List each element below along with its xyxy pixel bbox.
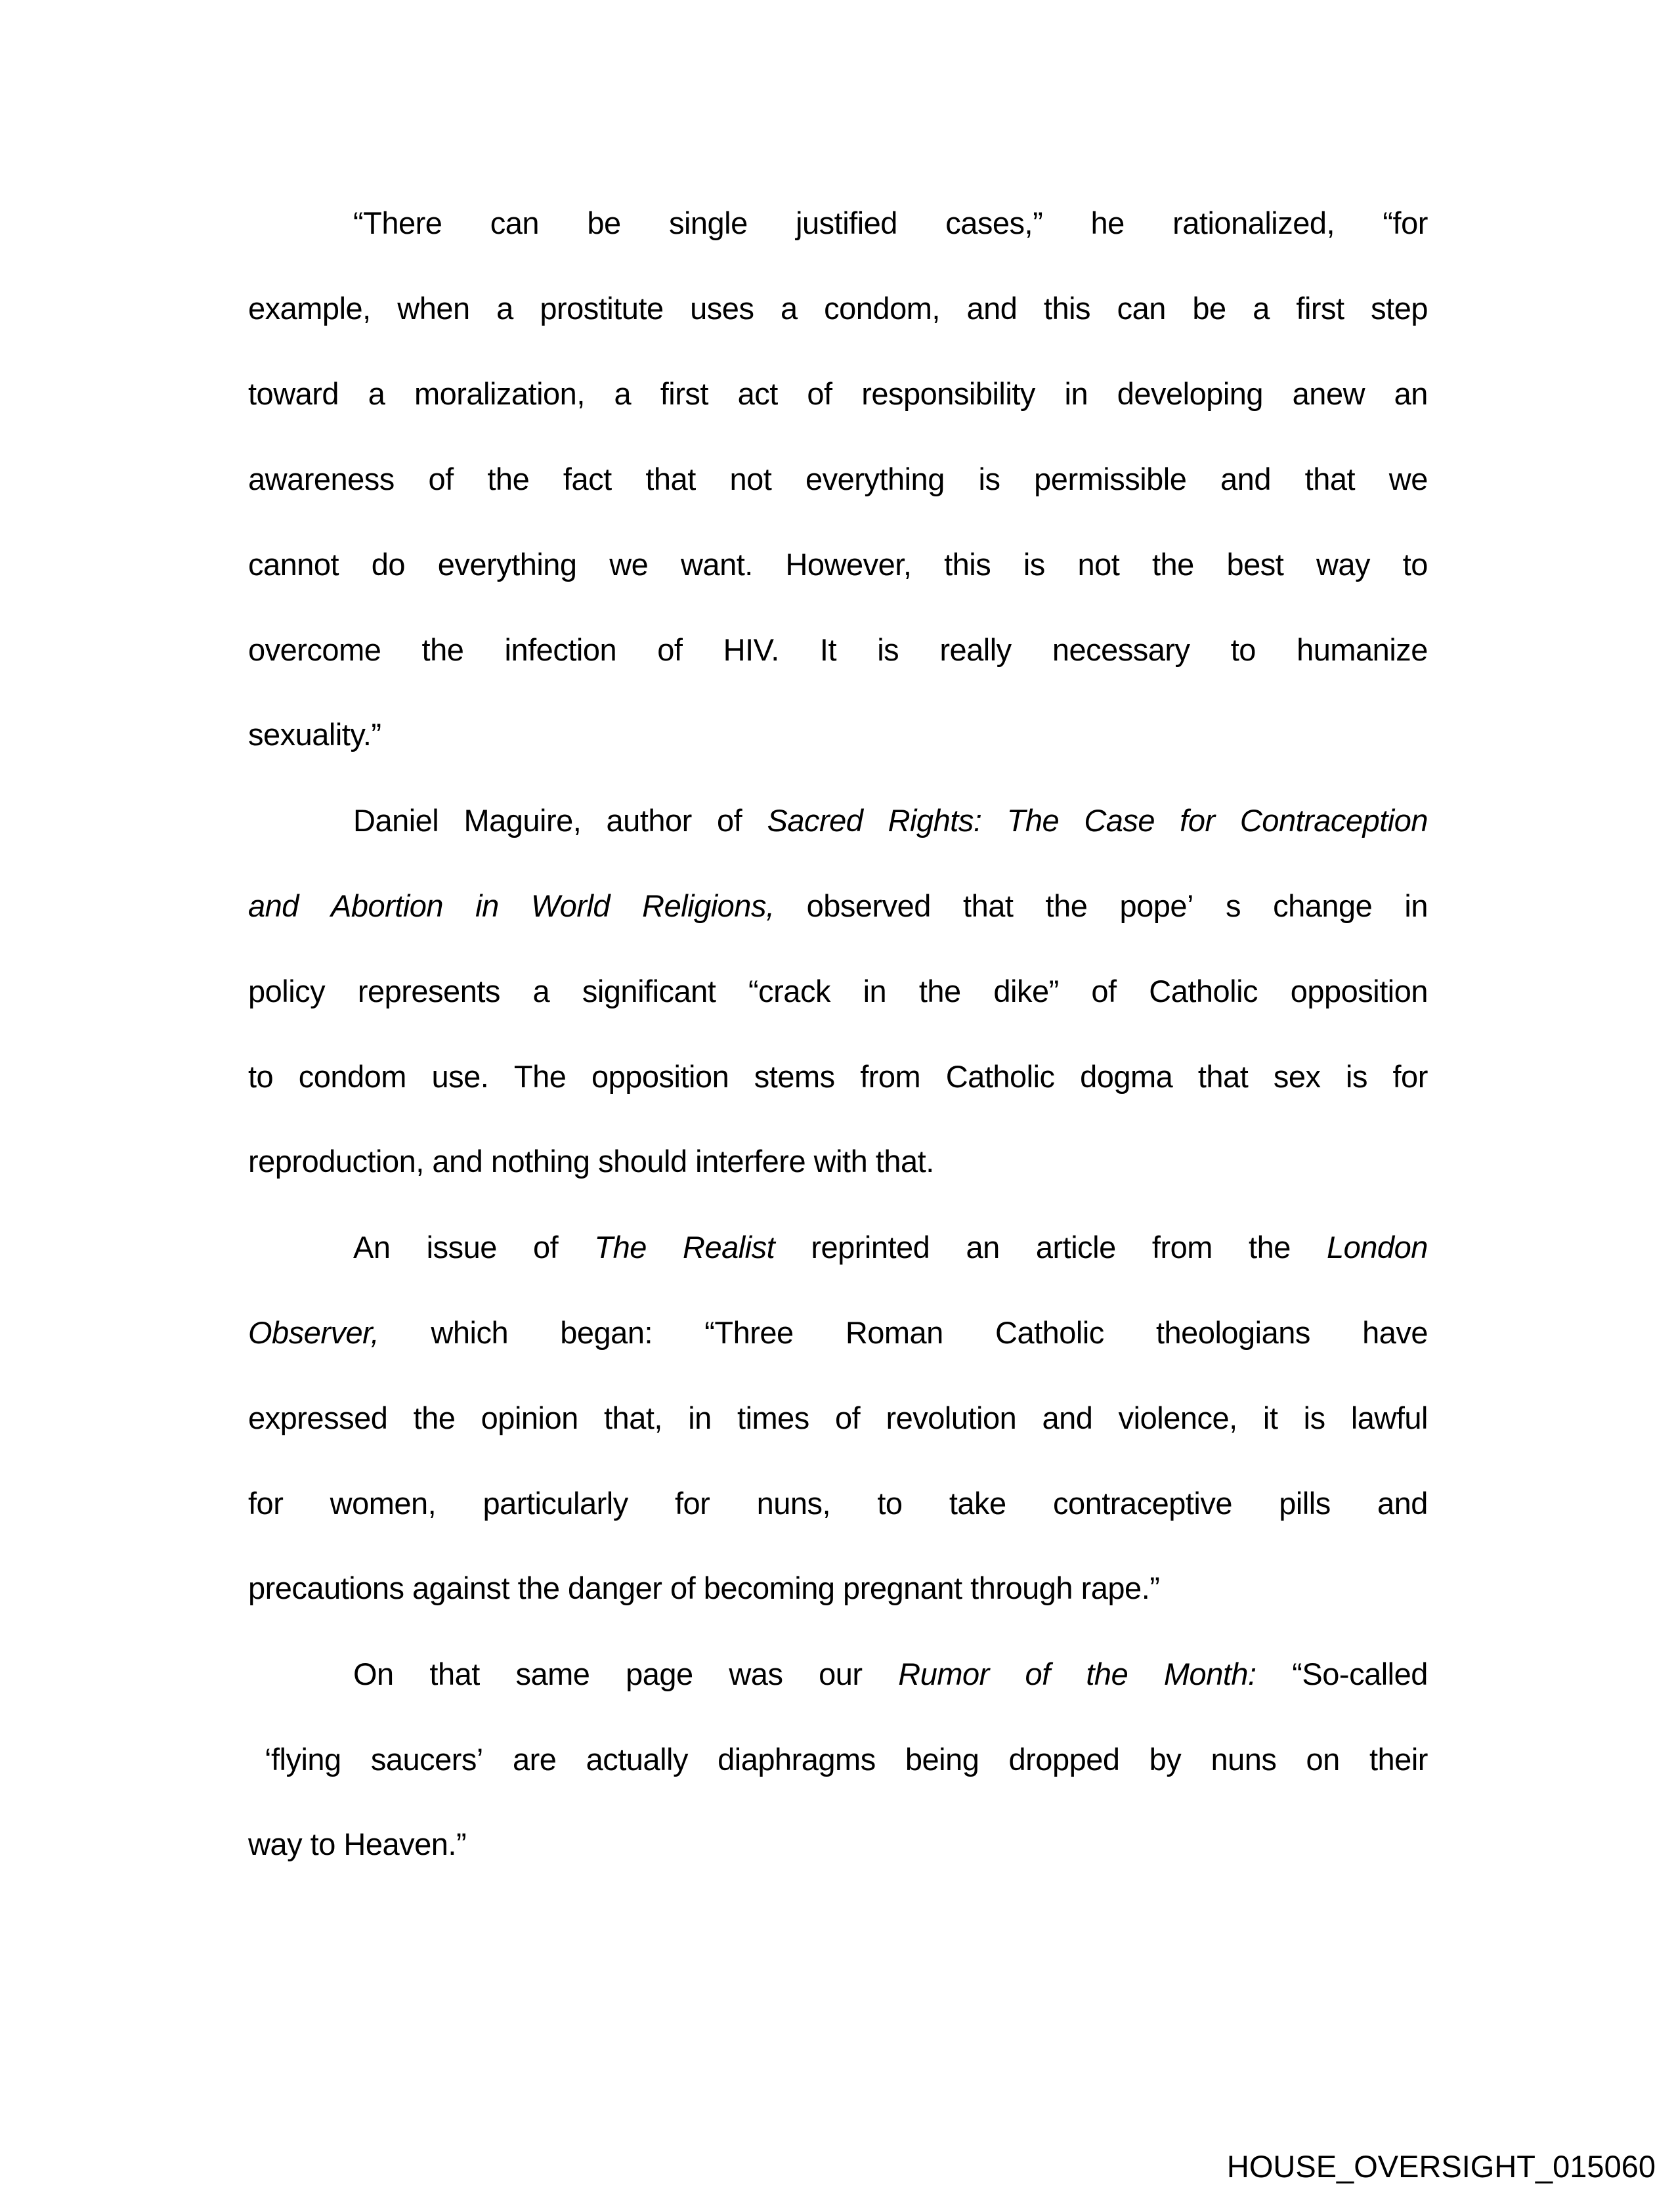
italic-word: London	[1327, 1229, 1428, 1265]
word: policy	[248, 973, 326, 1008]
word: awareness	[248, 461, 395, 496]
word: the	[413, 1400, 456, 1435]
word: really	[939, 632, 1012, 667]
word: their	[1369, 1741, 1428, 1777]
word: condom	[298, 1058, 406, 1094]
word: significant	[582, 973, 716, 1008]
word: everything	[437, 546, 577, 582]
word: and	[1042, 1400, 1093, 1435]
text-line	[248, 1033, 1428, 1119]
word: it	[1262, 1400, 1278, 1435]
word: condom,	[824, 290, 940, 326]
word: humanize	[1297, 632, 1428, 667]
text-line	[248, 1631, 1428, 1716]
word: the	[918, 973, 961, 1008]
word: the	[1151, 546, 1194, 582]
word: by	[1149, 1741, 1182, 1777]
italic-word: Abortion	[331, 888, 444, 923]
bates-number: HOUSE_OVERSIGHT_015060	[1226, 2149, 1656, 2184]
word: is	[1023, 546, 1045, 582]
word: the	[421, 632, 464, 667]
word: is	[877, 632, 899, 667]
word: is	[1346, 1058, 1367, 1094]
italic-word: for	[1180, 802, 1215, 838]
word: of	[533, 1229, 559, 1265]
word: An	[353, 1229, 391, 1265]
word: to	[248, 1058, 274, 1094]
text-line	[248, 777, 1428, 863]
word: permissible	[1034, 461, 1187, 496]
word: rationalized,	[1172, 205, 1335, 240]
italic-word: Month:	[1163, 1656, 1256, 1691]
word: do	[371, 546, 406, 582]
text-run: sexuality.”	[248, 717, 381, 752]
word: ‘flying	[265, 1741, 341, 1777]
word: theologians	[1155, 1314, 1310, 1350]
word: saucers’	[370, 1741, 483, 1777]
word: Daniel	[353, 802, 439, 838]
word: times	[737, 1400, 809, 1435]
word: reprinted	[811, 1229, 930, 1265]
word: in	[1404, 888, 1428, 923]
word: in	[688, 1400, 712, 1435]
word: want.	[680, 546, 753, 582]
text-line	[248, 1375, 1428, 1460]
word: that,	[604, 1400, 662, 1435]
word: same	[515, 1656, 590, 1691]
word: However,	[785, 546, 912, 582]
word: be	[1192, 290, 1226, 326]
text-line	[248, 351, 1428, 436]
text-line	[248, 180, 1428, 265]
word: from	[860, 1058, 921, 1094]
word: and	[966, 290, 1018, 326]
word: example,	[248, 290, 371, 326]
word: opinion	[481, 1400, 578, 1435]
word: women,	[330, 1485, 437, 1521]
word: a	[780, 290, 798, 326]
word: an	[966, 1229, 1000, 1265]
word: responsibility	[861, 376, 1035, 411]
italic-word: The	[594, 1229, 647, 1265]
word: when	[397, 290, 470, 326]
text-line	[248, 692, 1428, 777]
word: for	[1392, 1058, 1428, 1094]
word: nuns,	[756, 1485, 831, 1521]
word: “So-called	[1292, 1656, 1428, 1691]
word: of	[428, 461, 454, 496]
word: change	[1273, 888, 1373, 923]
word: Maguire,	[463, 802, 582, 838]
word: Catholic	[995, 1314, 1104, 1350]
word: of	[1091, 973, 1117, 1008]
word: The	[513, 1058, 567, 1094]
word: On	[353, 1656, 394, 1691]
italic-word: World	[530, 888, 611, 923]
italic-word: Case	[1084, 802, 1155, 838]
word: from	[1151, 1229, 1213, 1265]
text-line	[248, 521, 1428, 607]
word: that	[1304, 461, 1356, 496]
word: is	[1303, 1400, 1325, 1435]
word: best	[1226, 546, 1284, 582]
italic-word: Rights:	[888, 802, 982, 838]
italic-word: in	[475, 888, 499, 923]
word: anew	[1292, 376, 1365, 411]
word: overcome	[248, 632, 381, 667]
word: Catholic	[1149, 973, 1258, 1008]
word: on	[1306, 1741, 1340, 1777]
word: s	[1226, 888, 1241, 923]
text-line	[248, 1460, 1428, 1546]
word: toward	[248, 376, 339, 411]
word: HIV.	[723, 632, 779, 667]
word: violence,	[1118, 1400, 1237, 1435]
italic-word: Contraception	[1239, 802, 1428, 838]
word: moralization,	[414, 376, 585, 411]
word: pills	[1279, 1485, 1331, 1521]
word: Catholic	[945, 1058, 1055, 1094]
word: dogma	[1080, 1058, 1173, 1094]
text-line	[248, 1802, 1428, 1887]
word: being	[905, 1741, 979, 1777]
word: actually	[586, 1741, 688, 1777]
word: of	[835, 1400, 861, 1435]
text-block	[248, 180, 1428, 1887]
word: article	[1035, 1229, 1116, 1265]
word: of	[657, 632, 683, 667]
word: and	[1220, 461, 1271, 496]
italic-word: The	[1006, 802, 1060, 838]
word: infection	[504, 632, 617, 667]
word: sex	[1273, 1058, 1321, 1094]
word: this	[944, 546, 991, 582]
word: to	[877, 1485, 903, 1521]
word: page	[626, 1656, 693, 1691]
word: we	[1388, 461, 1428, 496]
word: author	[606, 802, 692, 838]
word: It	[819, 632, 837, 667]
word: of	[717, 802, 742, 838]
italic-word: Sacred	[767, 802, 863, 838]
word: “crack	[748, 973, 830, 1008]
word: to	[1402, 546, 1428, 582]
word: to	[1230, 632, 1256, 667]
word: “Three	[704, 1314, 794, 1350]
word: observed	[806, 888, 931, 923]
word: a	[614, 376, 632, 411]
word: in	[1064, 376, 1088, 411]
text-line	[248, 1290, 1428, 1375]
word: developing	[1117, 376, 1264, 411]
word: revolution	[886, 1400, 1017, 1435]
italic-word: and	[248, 888, 299, 923]
word: was	[729, 1656, 783, 1691]
word: cases,”	[945, 205, 1043, 240]
word: our	[819, 1656, 863, 1691]
text-line	[248, 607, 1428, 692]
word: are	[513, 1741, 557, 1777]
word: way	[1316, 546, 1371, 582]
word: which	[431, 1314, 509, 1350]
word: fact	[563, 461, 612, 496]
word: first	[660, 376, 708, 411]
word: can	[490, 205, 540, 240]
word: that	[429, 1656, 480, 1691]
word: particularly	[483, 1485, 628, 1521]
text-line	[248, 1546, 1428, 1631]
word: that	[1197, 1058, 1249, 1094]
word: nuns	[1211, 1741, 1277, 1777]
word: can	[1117, 290, 1166, 326]
word: single	[668, 205, 748, 240]
word: use.	[431, 1058, 489, 1094]
word: dike”	[993, 973, 1059, 1008]
text-run: reproduction, and nothing should interfere with that.	[248, 1144, 934, 1179]
text-run: way to Heaven.”	[248, 1827, 467, 1861]
word: the	[1249, 1229, 1291, 1265]
text-line	[248, 1204, 1428, 1290]
word: lawful	[1350, 1400, 1428, 1435]
word: everything	[805, 461, 945, 496]
word: “for	[1383, 205, 1428, 240]
word: necessary	[1052, 632, 1190, 667]
word: pope’	[1119, 888, 1193, 923]
word: for	[248, 1485, 284, 1521]
word: and	[1377, 1485, 1428, 1521]
word: in	[863, 973, 887, 1008]
word: is	[978, 461, 1000, 496]
word: opposition	[1290, 973, 1428, 1008]
word: issue	[426, 1229, 497, 1265]
word: he	[1090, 205, 1125, 240]
italic-word: Realist	[683, 1229, 775, 1265]
text-run: precautions against the danger of becoming pregnant through rape.”	[248, 1571, 1160, 1605]
text-line	[248, 1716, 1428, 1802]
word: act	[737, 376, 778, 411]
text-line	[248, 436, 1428, 521]
word: the	[487, 461, 530, 496]
word: a	[368, 376, 385, 411]
word: Roman	[845, 1314, 943, 1350]
word: contraceptive	[1052, 1485, 1232, 1521]
word: cannot	[248, 546, 339, 582]
word: have	[1362, 1314, 1428, 1350]
word: that	[645, 461, 696, 496]
italic-word: Observer,	[248, 1314, 379, 1350]
word: the	[1045, 888, 1088, 923]
text-line	[248, 1119, 1428, 1204]
word: a	[532, 973, 550, 1008]
italic-word: the	[1086, 1656, 1128, 1691]
italic-word: Rumor	[898, 1656, 989, 1691]
word: of	[807, 376, 832, 411]
word: this	[1043, 290, 1091, 326]
word: not	[1077, 546, 1120, 582]
word: a	[496, 290, 513, 326]
text-line	[248, 948, 1428, 1033]
word: first	[1296, 290, 1344, 326]
word: we	[609, 546, 649, 582]
word: justified	[796, 205, 897, 240]
word: an	[1394, 376, 1428, 411]
word: uses	[690, 290, 754, 326]
word: that	[963, 888, 1014, 923]
word: take	[949, 1485, 1006, 1521]
word: for	[674, 1485, 710, 1521]
word: not	[729, 461, 772, 496]
word: represents	[357, 973, 500, 1008]
word: began:	[560, 1314, 653, 1350]
word: expressed	[248, 1400, 388, 1435]
word: opposition	[591, 1058, 729, 1094]
word: diaphragms	[718, 1741, 876, 1777]
word: “There	[353, 205, 442, 240]
italic-word: of	[1025, 1656, 1050, 1691]
text-line	[248, 863, 1428, 948]
italic-word: Religions,	[642, 888, 775, 923]
word: a	[1253, 290, 1270, 326]
word: prostitute	[540, 290, 664, 326]
text-line	[248, 265, 1428, 351]
word: be	[587, 205, 621, 240]
word: stems	[754, 1058, 835, 1094]
word: dropped	[1008, 1741, 1120, 1777]
word: step	[1371, 290, 1428, 326]
